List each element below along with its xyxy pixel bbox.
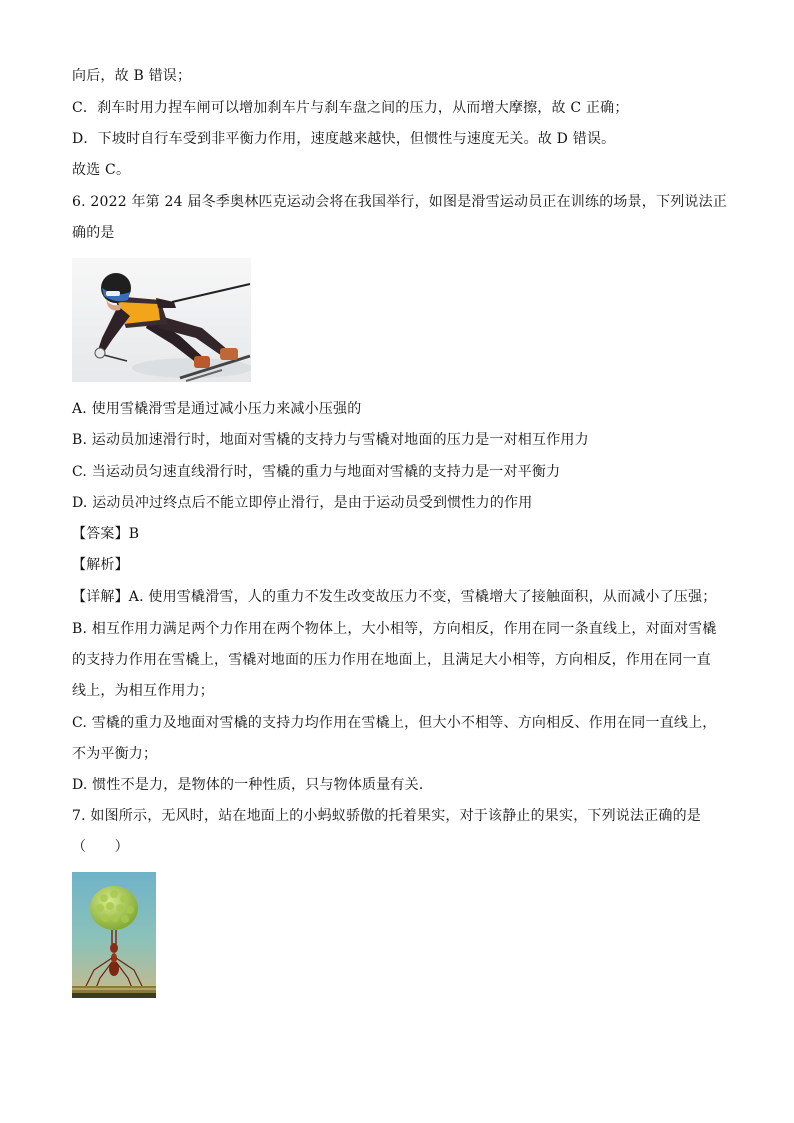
detail-line: 【详解】A. 使用雪橇滑雪，人的重力不发生改变故压力不变，雪橇增大了接触面积，从而减小了压强； [72,589,717,605]
text-line: 故选 C。 [72,162,131,178]
ant-holding-fruit-photo [72,872,156,998]
detail-line: B. 相互作用力满足两个力作用在两个物体上，大小相等，方向相反，作用在同一条直线上，对面对雪橇 [72,621,717,637]
analysis-label: 【解析】 [72,557,129,573]
detail-line: 的支持力作用在雪橇上，雪橇对地面的压力作用在地面上，且满足大小相等，方向相反，作用在同一直 [72,652,711,668]
question-6-stem-cont: 确的是 [72,225,115,241]
option-a: A. 使用雪橇滑雪是通过减小压力来减小压强的 [72,401,362,417]
option-b: B. 运动员加速滑行时，地面对雪橇的支持力与雪橇对地面的压力是一对相互作用力 [72,432,589,448]
text-line: 向后，故 B 错误； [72,68,192,84]
detail-line: 不为平衡力； [72,746,158,762]
option-c: C. 当运动员匀速直线滑行时，雪橇的重力与地面对雪橇的支持力是一对平衡力 [72,464,561,480]
text-line: D．下坡时自行车受到非平衡力作用，速度越来越快，但惯性与速度无关。故 D 错误。 [72,131,616,147]
text-line: C．刹车时用力捏车闸可以增加刹车片与刹车盘之间的压力，从而增大摩擦，故 C 正确； [72,100,629,116]
question-7-stem: 7. 如图所示，无风时，站在地面上的小蚂蚁骄傲的托着果实，对于该静止的果实，下列说法正确的是 [72,808,702,824]
answer-label: 【答案】B [72,526,140,542]
question-6-stem: 6. 2022 年第 24 届冬季奥林匹克运动会将在我国举行，如图是滑雪运动员正在训练的场景，下列说法正 [72,194,727,210]
question-7-bracket: （ ） [72,839,129,855]
detail-line: 线上，为相互作用力； [72,683,214,699]
skier-photo [72,258,251,382]
detail-line: C. 雪橇的重力及地面对雪橇的支持力均作用在雪橇上，但大小不相等、方向相反、作用在同一直线上， [72,715,717,731]
option-d: D. 运动员冲过终点后不能立即停止滑行，是由于运动员受到惯性力的作用 [72,495,533,511]
detail-line: D. 惯性不是力，是物体的一种性质，只与物体质量有关． [72,777,434,793]
